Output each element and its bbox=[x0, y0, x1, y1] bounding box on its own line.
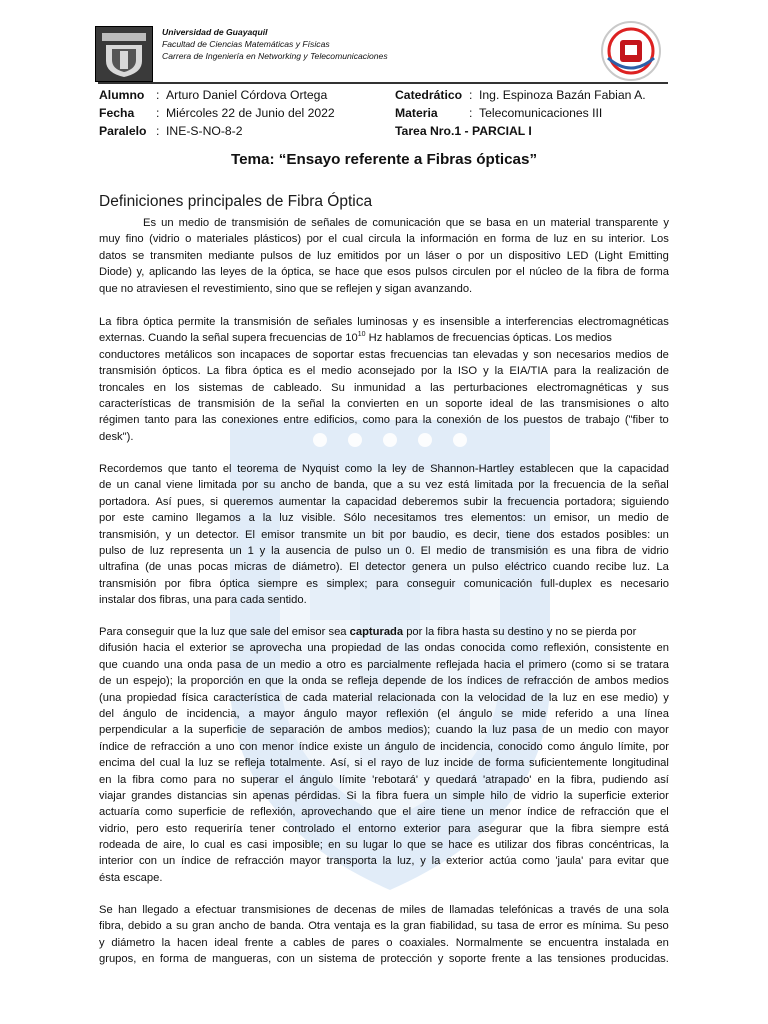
text-line: actuaría como superficie de reflexión, aprovechando que el aire tiene un menor índice de refracción que el bbox=[99, 806, 669, 819]
alumno-value: Arturo Daniel Córdova Ortega bbox=[166, 88, 328, 102]
paragraph-5 bbox=[99, 902, 669, 968]
colon: : bbox=[156, 106, 160, 120]
info-row-paralelo bbox=[99, 122, 335, 140]
colon: : bbox=[469, 106, 473, 120]
career-logo bbox=[600, 20, 662, 82]
text-line: Recordemos que tanto el teorema de Nyquist como la ley de Shannon-Hartley establecen que la capacidad bbox=[99, 463, 669, 475]
catedratico-value: Ing. Espinoza Bazán Fabian A. bbox=[479, 88, 646, 102]
emphasis: capturada bbox=[349, 626, 404, 638]
text-line: Es un medio de transmisión de señales de comunicación que se basa en un material transparente y bbox=[143, 217, 669, 229]
text-line: Diode) y, aplicando las leyes de la óptica, se hace que esos pulsos circulen por el núcleo de la fibra de forma bbox=[99, 266, 669, 279]
text-line: grupos, en forma de mangueras, con un sistema de protección y soporte frente a las tensiones producidas. bbox=[99, 953, 669, 966]
paragraph-4 bbox=[99, 624, 669, 886]
text-line: ultrafina (de unas pocas micras de diámetro). El detector genera un pulso eléctrico cuando recibe luz. La bbox=[99, 561, 669, 574]
info-row-materia bbox=[395, 104, 646, 122]
text-line: desk"). bbox=[99, 430, 134, 443]
paragraph-2 bbox=[99, 314, 669, 445]
text-line: índice de refracción a uno con menor índice existe un ángulo de incidencia, conocido como ángulo límite, por bbox=[99, 740, 669, 753]
university-logo bbox=[95, 26, 153, 82]
text-line: conductores metálicos son incapaces de soportar estas frecuencias tan elevadas y son necesarios medios de bbox=[99, 348, 669, 361]
colon: : bbox=[156, 88, 160, 102]
paralelo-label: Paralelo bbox=[99, 124, 147, 138]
text-line: Se han llegado a efectuar transmisiones de decenas de miles de llamadas telefónicas a través de una sola bbox=[99, 904, 669, 916]
info-row-fecha bbox=[99, 104, 335, 122]
text-line: La fibra óptica permite la transmisión de señales luminosas y es insensible a interferencias electromagnéticas bbox=[99, 316, 669, 328]
materia-value: Telecomunicaciones III bbox=[479, 106, 603, 120]
text-line: transmisión ópticos. La fibra óptica es el medio aconsejado por la ISO y la EIA/TIA para la realización de bbox=[99, 365, 669, 378]
text-line: (una propiedad física característica de cada material relacionada con la velocidad de la luz en ese medio) y bbox=[99, 691, 669, 704]
text-line: perpendicular a la superficie de separación de ambos medios); cuando la luz pasa de un medio con mayor bbox=[99, 724, 669, 737]
colon: : bbox=[156, 124, 160, 138]
text-line: vidrio, pero esto requeriría tener controlado el entorno exterior para asegurar que la fibra siempre está bbox=[99, 822, 669, 835]
tarea-label: Tarea Nro.1 - PARCIAL I bbox=[395, 124, 532, 138]
info-row-alumno bbox=[99, 86, 335, 104]
text-line: pulso de luz representa un 1 y la ausencia de pulso un 0. El medio de transmisión es una fibra de vidrio bbox=[99, 544, 669, 557]
faculty-name: Facultad de Ciencias Matemáticas y Físicas bbox=[162, 39, 330, 49]
info-row-catedratico bbox=[395, 86, 646, 104]
fecha-value: Miércoles 22 de Junio del 2022 bbox=[166, 106, 335, 120]
exponent: 10 bbox=[357, 331, 366, 339]
text-line bbox=[99, 624, 669, 640]
text-line: transmisión por fibra óptica siempre es simplex; para conseguir comunicación full-duplex es necesario bbox=[99, 577, 669, 590]
text-line: rodeada de aire, lo cual es casi imposible; en su lugar lo que se hace es utilizar dos fibras concéntricas, la bbox=[99, 839, 669, 852]
text-line: transmisión, y un detector. El emisor transmite un bit por baudio, es decir, tiene dos estados posibles: un bbox=[99, 528, 669, 541]
fecha-label: Fecha bbox=[99, 106, 135, 120]
text-line: difusión hacia el exterior se aprovecha una propiedad de las ondas conocida como reflexión, consistente en bbox=[99, 642, 669, 655]
colon: : bbox=[469, 88, 473, 102]
paragraph-3 bbox=[99, 461, 669, 609]
essay-title: Tema: “Ensayo referente a Fibras ópticas” bbox=[230, 151, 538, 168]
paralelo-value: INE-S-NO-8-2 bbox=[166, 124, 243, 138]
alumno-label: Alumno bbox=[99, 88, 145, 102]
text-line: régimen tanto para las conexiones entre edificios, como para la conexión de los puestos de trabajo ("fiber to bbox=[99, 414, 669, 427]
text-line bbox=[99, 330, 669, 346]
text-line: en la fibra como para no superar el ángulo límite 'rebotará' y quedará 'atrapado' en la fibra, pudiendo así bbox=[99, 773, 669, 786]
paragraph-1 bbox=[99, 215, 669, 297]
text-line: muy fino (vidrio o materiales plásticos) por el cual circula la información en forma de luz en su interior. Los bbox=[99, 233, 669, 246]
text-line: viajar grandes distancias sin apenas pérdidas. Si la fibra fuera un simple hilo de vidrio la superficie exterior bbox=[99, 789, 669, 802]
text-line: fibra, debido a su gran ancho de banda. Otra ventaja es la gran fiabilidad, su tasa de error es mínima. Su peso bbox=[99, 920, 669, 933]
text-line: por este camino llegamos a la luz visible. Sólo necesitamos tres elementos: un emisor, un medio de bbox=[99, 512, 669, 525]
text-line: de un canal viene limitada por su ancho de banda, que a su vez está limitada por la frecuencia de la señal bbox=[99, 479, 669, 492]
career-name: Carrera de Ingeniería en Networking y Telecomunicaciones bbox=[162, 51, 388, 61]
text-line: y diámetro la hacen ideal frente a cables de pares o coaxiales. Normalmente se encuentra instalada en bbox=[99, 936, 669, 949]
info-row-tarea bbox=[395, 122, 646, 140]
text-line: troncales en los sistemas de cableado. Su inmunidad a las perturbaciones electromagnéticas y sus bbox=[99, 381, 669, 394]
text-line: encima del cual la luz se refleja totalmente. Así, si el rayo de luz incide de forma suficientemente longitudinal bbox=[99, 757, 669, 770]
text-line: del ángulo de incidencia, a mayor ángulo mayor reflexión (el ángulo se mide referido a una línea bbox=[99, 707, 669, 720]
text-line: interior con un índice de refracción mayor transporta la luz, y la exterior actúa como 'jaula' para evitar que bbox=[99, 855, 669, 868]
text-line: que cuando una onda pasa de un medio a otro es parcialmente reflejada hacia el primero (como si se tratara bbox=[99, 658, 669, 671]
text-line: de un espejo); la proporción en que la onda se refleja depende de los índices de refracción de ambos medios bbox=[99, 675, 669, 688]
course-info bbox=[395, 86, 646, 140]
text-line: datos se transmiten mediante pulsos de luz emitidos por un láser o por un dispositivo LED (Light Emitting bbox=[99, 249, 669, 262]
text-fragment: Para conseguir que la luz que sale del emisor sea capturada por la fibra hasta su destino y no se pierda por bbox=[99, 626, 637, 638]
text-line: características de transmisión de la señal la convierten en un soporte ideal de las transmisiones o alto bbox=[99, 397, 669, 410]
materia-label: Materia bbox=[395, 106, 438, 120]
header-divider bbox=[98, 82, 668, 84]
text-line: portadora. Así pues, si queremos aumentar la capacidad deberemos subir la frecuencia portadora; siguiendo bbox=[99, 495, 669, 508]
text-line: que no atraviesen el revestimiento, sino que se reflejen y sigan avanzando. bbox=[99, 282, 473, 295]
text-fragment: externas. Cuando la señal supera frecuencias de $10^{10}$ Hz hablamos de frecuencias ópticas. Los medios bbox=[99, 331, 612, 345]
student-info bbox=[99, 86, 335, 140]
section-heading: Definiciones principales de Fibra Óptica bbox=[99, 193, 373, 210]
text-line: instalar dos fibras, una para cada sentido. bbox=[99, 594, 307, 607]
institution-block bbox=[162, 26, 388, 62]
text-line: ésta escape. bbox=[99, 871, 163, 884]
catedratico-label: Catedrático bbox=[395, 88, 463, 102]
university-name: Universidad de Guayaquil bbox=[162, 27, 268, 37]
